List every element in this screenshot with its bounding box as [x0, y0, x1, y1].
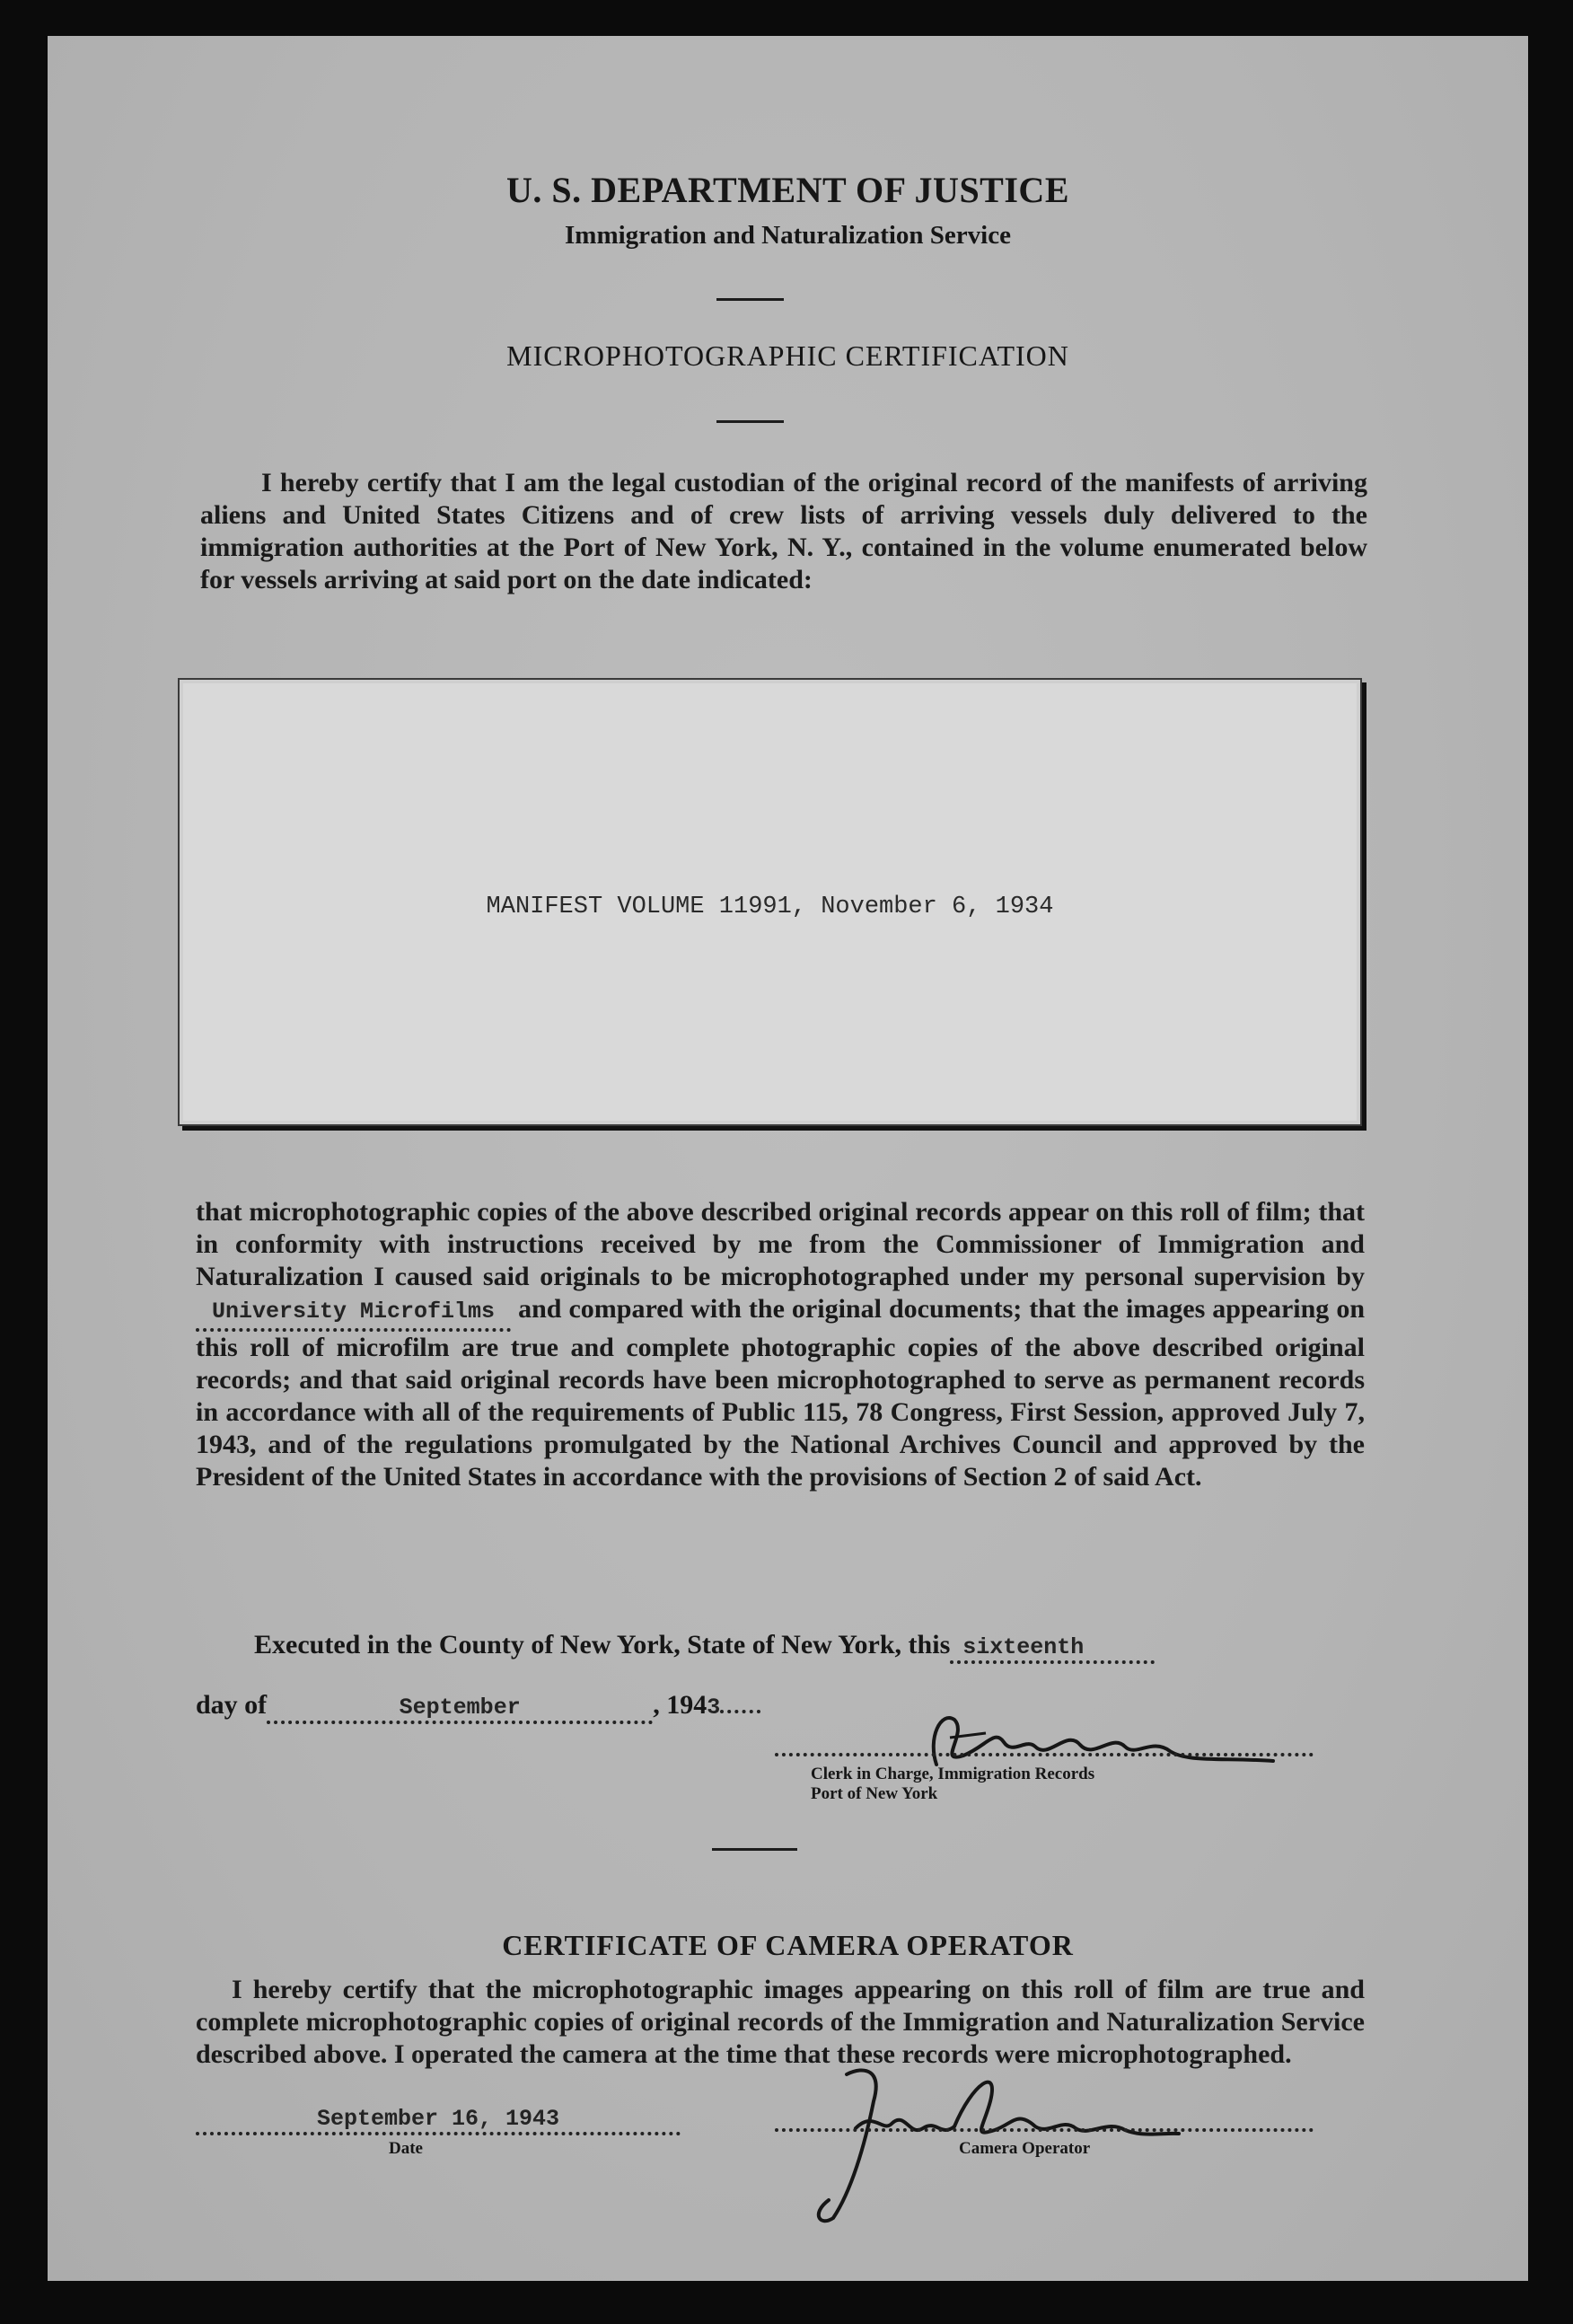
clerk-signature-line	[775, 1753, 1314, 1756]
day-field	[950, 1630, 1155, 1664]
record-card	[178, 678, 1362, 1126]
camera-operator-signature	[748, 2047, 1197, 2227]
month-field	[267, 1690, 653, 1724]
day-of-label: day of	[196, 1690, 268, 1720]
intro-paragraph: I hereby certify that I am the legal custodian of the original record of the manifests of arriving aliens and United States Citizens and of crew lists of arriving vessels duly delivered to the immigration authorities at the Port of New York, N. Y., contained in the volume enumerated below for vessels arriving at said port on the date indicated:	[200, 468, 1367, 594]
certification-title: MICROPHOTOGRAPHIC CERTIFICATION	[506, 339, 1069, 372]
main-paragraph	[196, 1196, 1365, 1493]
year-dots	[720, 1710, 760, 1713]
divider	[712, 1848, 797, 1851]
camera-operator-label: Camera Operator	[959, 2139, 1091, 2158]
year-prefix: 194	[666, 1690, 707, 1720]
main-paragraph-part1: that microphotographic copies of the above described original records appear on this roll of film; that in conformity with instructions received by me from the Commissioner of Immigration and Naturalization I caused said originals to be microphotographed under my personal supervision by	[196, 1197, 1365, 1291]
clerk-title-line2: Port of New York	[811, 1784, 938, 1803]
execution-prefix: Executed in the County of New York, State of New York, this	[254, 1630, 951, 1659]
camera-operator-signature-line	[775, 2128, 1314, 2132]
manifest-volume-text: MANIFEST VOLUME 11991, November 6, 1934	[486, 894, 1054, 920]
month-value: September	[399, 1695, 521, 1721]
date-line: day of September , 1943	[196, 1690, 760, 1724]
service-subtitle: Immigration and Naturalization Service	[565, 221, 1011, 250]
operator-date-field	[196, 2101, 681, 2135]
main-paragraph-part2: and compared with the original documents; that the images appearing on this roll of microfilm are true and complete photographic copies of the above described original records; and that said original records have been microphotographed to serve as permanent records in accordance with all of the requirements of Public 115, 78 Congress, First Session, approved July 7, 1943, and of the regulations promulgated by the National Archives Council and approved by the President of the United States in accordance with the provisions of Section 2 of said Act.	[196, 1294, 1365, 1492]
department-title: U. S. DEPARTMENT OF JUSTICE	[506, 170, 1069, 210]
operator-company-field	[196, 1293, 511, 1332]
camera-operator-heading: CERTIFICATE OF CAMERA OPERATOR	[502, 1929, 1074, 1961]
operator-date-value: September 16, 1943	[316, 2106, 560, 2132]
clerk-title-line1: Clerk in Charge, Immigration Records	[811, 1765, 1095, 1783]
date-label: Date	[389, 2139, 423, 2158]
camera-operator-paragraph: I hereby certify that the microphotographic images appearing on this roll of film are true and complete microphotographic copies of original records of the Immigration and Naturalization Service described above. I operated the camera at the time that these records were microphotographed.	[196, 1975, 1365, 2069]
operator-date-line	[196, 2101, 681, 2135]
execution-line	[254, 1630, 1155, 1664]
divider	[716, 420, 784, 423]
certificate-sheet	[48, 36, 1528, 2281]
day-value: sixteenth	[962, 1634, 1085, 1660]
clerk-title	[811, 1765, 1094, 1804]
operator-company-value: University Microfilms	[212, 1298, 496, 1325]
year-suffix: 3	[707, 1695, 721, 1721]
divider	[716, 298, 784, 301]
